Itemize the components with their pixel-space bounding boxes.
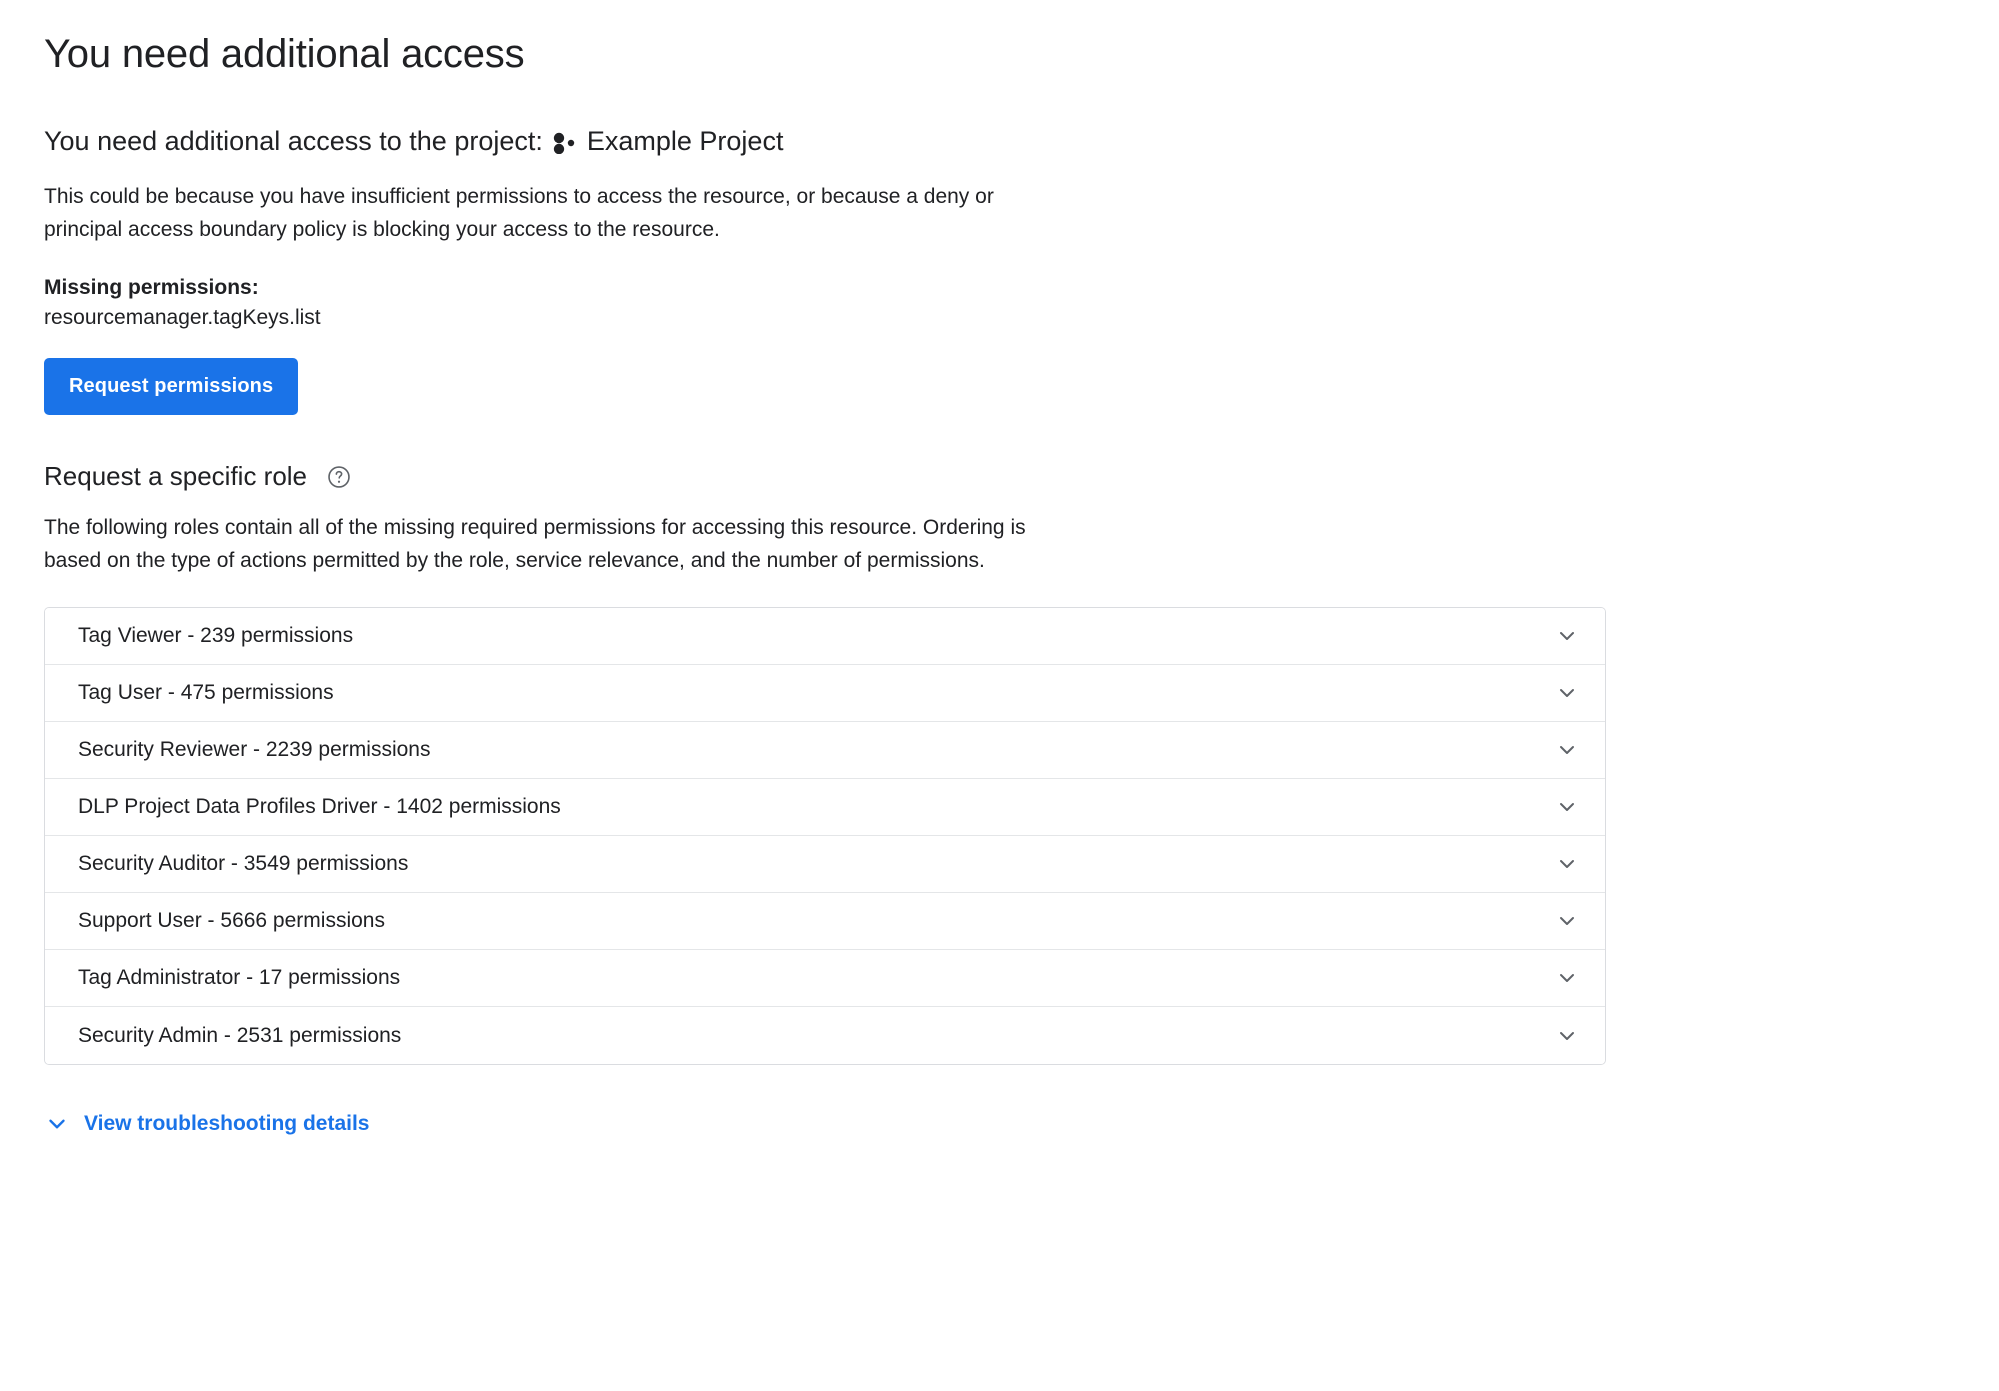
chevron-down-icon[interactable] (1555, 681, 1579, 705)
chevron-down-icon (44, 1111, 70, 1137)
role-label: Security Auditor - 3549 permissions (78, 852, 409, 876)
project-name: Example Project (586, 126, 784, 156)
chevron-down-icon[interactable] (1555, 624, 1579, 648)
role-row[interactable] (45, 665, 1605, 722)
missing-permissions-label: Missing permissions: (44, 276, 259, 300)
page-title: You need additional access (44, 32, 525, 76)
chevron-down-icon[interactable] (1555, 966, 1579, 990)
missing-permissions-value: resourcemanager.tagKeys.list (44, 306, 321, 330)
role-row[interactable] (45, 893, 1605, 950)
project-line (44, 124, 1955, 159)
access-description: This could be because you have insufficient permissions to access the resource, or because a deny or principal access boundary policy is blocking your access to the resource. (44, 185, 994, 241)
role-label: Security Admin - 2531 permissions (78, 1023, 402, 1047)
role-label: Tag User - 475 permissions (78, 681, 334, 705)
view-troubleshooting-details-link[interactable] (44, 1111, 1955, 1137)
chevron-down-icon[interactable] (1555, 738, 1579, 762)
request-permissions-button[interactable]: Request permissions (44, 358, 298, 415)
roles-list (44, 607, 1606, 1065)
role-row[interactable] (45, 722, 1605, 779)
chevron-down-icon[interactable] (1555, 909, 1579, 933)
chevron-down-icon[interactable] (1555, 1024, 1579, 1048)
troubleshooting-label: View troubleshooting details (84, 1112, 370, 1136)
request-role-heading (44, 461, 1955, 492)
role-row[interactable] (45, 608, 1605, 665)
project-icon (552, 132, 578, 154)
role-label: DLP Project Data Profiles Driver - 1402 permissions (78, 795, 561, 819)
role-label: Security Reviewer - 2239 permissions (78, 738, 431, 762)
chevron-down-icon[interactable] (1555, 852, 1579, 876)
request-role-heading-label: Request a specific role (44, 461, 308, 492)
role-row[interactable] (45, 836, 1605, 893)
role-label: Tag Administrator - 17 permissions (78, 966, 401, 990)
role-label: Support User - 5666 permissions (78, 909, 385, 933)
help-icon[interactable] (326, 464, 352, 490)
request-role-description: The following roles contain all of the missing required permissions for accessing this resource. Ordering is based on the type of actions permitted by the role, service relevance, and the number of permissions. (44, 516, 1026, 572)
role-row[interactable] (45, 1007, 1605, 1064)
role-row[interactable] (45, 950, 1605, 1007)
chevron-down-icon[interactable] (1555, 795, 1579, 819)
role-row[interactable] (45, 779, 1605, 836)
project-line-prefix: You need additional access to the project: (44, 126, 543, 156)
role-label: Tag Viewer - 239 permissions (78, 624, 354, 648)
